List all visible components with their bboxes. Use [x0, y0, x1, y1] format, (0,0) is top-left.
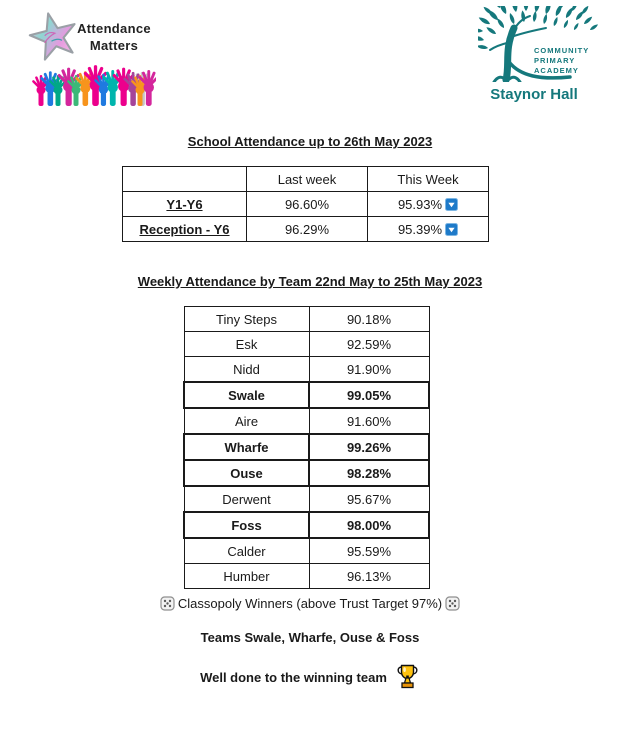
blue-down-arrow-icon [445, 223, 458, 236]
team-attendance-value: 98.28% [309, 460, 429, 486]
team-row [184, 486, 429, 512]
attendance-matters-text [72, 20, 156, 54]
trophy-icon [395, 664, 420, 691]
team-name: Wharfe [184, 434, 309, 460]
classopoly-winners-text: Classopoly Winners (above Trust Target 97%) [177, 596, 443, 611]
team-name: Aire [184, 408, 309, 434]
team-row [184, 382, 429, 408]
team-name: Nidd [184, 357, 309, 383]
team-row [184, 460, 429, 486]
team-attendance-value: 99.05% [309, 382, 429, 408]
team-name: Esk [184, 332, 309, 357]
team-row [184, 512, 429, 538]
team-row [184, 408, 429, 434]
attendance-matters-line2: Matters [89, 38, 139, 53]
raised-hands-icon [30, 60, 156, 108]
empty-header-cell [123, 167, 247, 192]
team-name: Humber [184, 564, 309, 589]
team-row [184, 332, 429, 357]
team-row [184, 357, 429, 383]
team-attendance-table [183, 306, 430, 589]
winning-teams-line [0, 630, 620, 645]
attendance-header-row [123, 167, 489, 192]
team-attendance-value: 98.00% [309, 512, 429, 538]
team-row [184, 434, 429, 460]
attendance-row [123, 217, 489, 242]
team-name: Tiny Steps [184, 307, 309, 332]
team-row [184, 564, 429, 589]
last-week-value: 96.60% [247, 192, 368, 217]
team-attendance-value: 95.67% [309, 486, 429, 512]
last-week-header: Last week [247, 167, 368, 192]
school-org-line1: COMMUNITY [534, 46, 590, 55]
game-die-icon [445, 596, 460, 611]
attendance-matters-line1: Attendance [77, 21, 151, 36]
this-week-value: 95.93% [368, 192, 489, 217]
group-label: Reception - Y6 [123, 217, 247, 242]
team-attendance-value: 99.26% [309, 434, 429, 460]
team-name: Swale [184, 382, 309, 408]
staynor-hall-logo [478, 6, 600, 106]
school-org-line3: ACADEMY [534, 66, 579, 75]
team-name: Ouse [184, 460, 309, 486]
group-label: Y1-Y6 [123, 192, 247, 217]
blue-down-arrow-icon [445, 198, 458, 211]
team-name: Derwent [184, 486, 309, 512]
attendance-title: School Attendance up to 26th May 2023 [187, 134, 433, 149]
congratulations-line [0, 664, 620, 691]
team-row [184, 538, 429, 564]
team-name: Calder [184, 538, 309, 564]
last-week-value: 96.29% [247, 217, 368, 242]
team-attendance-value: 90.18% [309, 307, 429, 332]
attendance-matters-logo [22, 8, 156, 108]
classopoly-winners-line [0, 596, 620, 611]
attendance-row [123, 192, 489, 217]
this-week-header: This Week [368, 167, 489, 192]
school-name: Staynor Hall [490, 86, 578, 103]
team-attendance-value: 91.90% [309, 357, 429, 383]
winning-teams-text: Teams Swale, Wharfe, Ouse & Foss [200, 630, 420, 645]
game-die-icon [160, 596, 175, 611]
this-week-value: 95.39% [368, 217, 489, 242]
school-org-text [534, 46, 589, 76]
team-attendance-value: 91.60% [309, 408, 429, 434]
team-attendance-value: 92.59% [309, 332, 429, 357]
team-row [184, 307, 429, 332]
team-attendance-value: 96.13% [309, 564, 429, 589]
school-org-line2: PRIMARY [534, 56, 576, 65]
team-attendance-title: Weekly Attendance by Team 22nd May to 25th May 2023 [137, 274, 483, 289]
school-attendance-table [122, 166, 489, 242]
congratulations-text: Well done to the winning team [200, 670, 387, 685]
team-attendance-value: 95.59% [309, 538, 429, 564]
team-name: Foss [184, 512, 309, 538]
